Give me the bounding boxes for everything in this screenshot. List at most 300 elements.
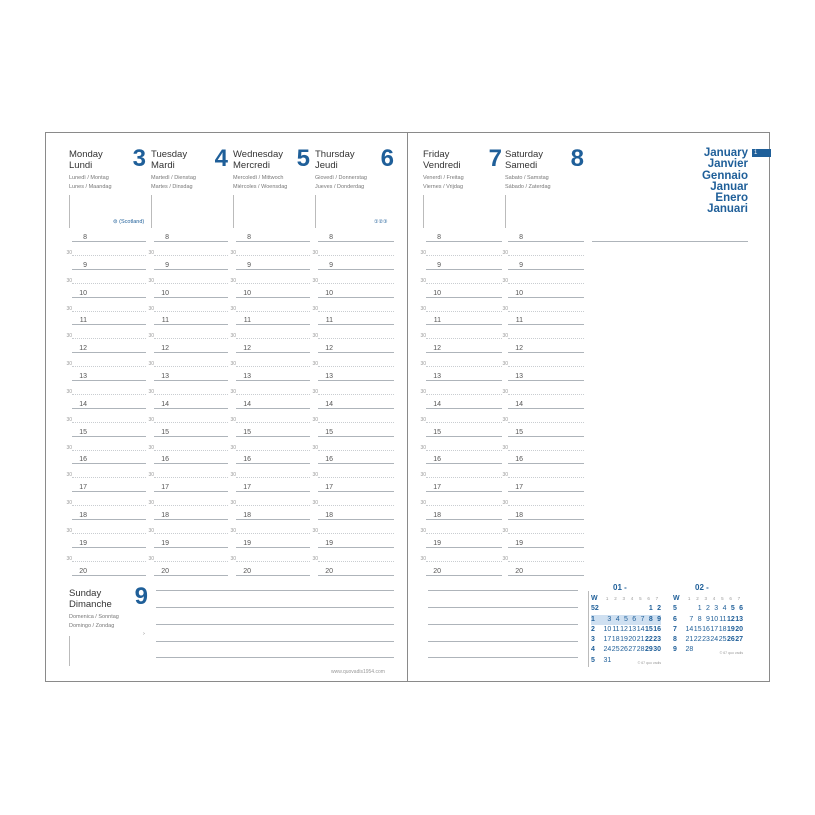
hour-line[interactable]	[236, 463, 310, 464]
hour-label: 15	[243, 428, 251, 436]
hour-label: 10	[161, 289, 169, 297]
mini-calendar-day[interactable]: 26	[620, 646, 628, 654]
hour-line[interactable]	[318, 491, 394, 492]
hour-line[interactable]	[426, 491, 502, 492]
half-hour-label: 30	[312, 361, 318, 368]
hour-line[interactable]	[426, 241, 502, 242]
half-hour-line[interactable]	[318, 283, 394, 284]
half-hour-label: 30	[420, 472, 426, 479]
mini-calendar-day[interactable]: 23	[653, 636, 662, 644]
mini-calendar-day[interactable]: 24	[603, 646, 612, 654]
mini-calendar-day[interactable]: 28	[636, 646, 645, 654]
mini-calendar-day[interactable]	[603, 604, 611, 614]
half-hour-line[interactable]	[318, 450, 394, 451]
half-hour-line[interactable]	[508, 505, 584, 506]
hour-line[interactable]	[236, 297, 310, 298]
half-hour-line[interactable]	[508, 338, 584, 339]
hour-line[interactable]	[508, 436, 584, 437]
mini-calendar-day[interactable]: 16	[653, 625, 662, 633]
mini-calendar-day[interactable]: 22	[693, 636, 702, 644]
mini-calendar-day[interactable]: 9	[705, 615, 710, 623]
half-hour-label: 30	[230, 444, 236, 451]
half-hour-line[interactable]	[426, 561, 502, 562]
half-hour-line[interactable]	[426, 533, 502, 534]
half-hour-line[interactable]	[72, 394, 146, 395]
half-hour-line[interactable]	[154, 311, 228, 312]
sunday-line[interactable]	[156, 624, 394, 625]
hour-line[interactable]	[318, 352, 394, 353]
half-hour-line[interactable]	[508, 394, 584, 395]
mini-calendar-day[interactable]	[685, 604, 693, 614]
mini-calendar-day[interactable]: 6	[632, 615, 637, 623]
mini-calendar-week[interactable]	[591, 635, 661, 645]
hour-line[interactable]	[236, 241, 310, 242]
notes-line[interactable]	[428, 607, 578, 608]
mini-calendar-day[interactable]	[693, 645, 701, 655]
hour-line[interactable]	[318, 269, 394, 270]
half-hour-line[interactable]	[72, 505, 146, 506]
mini-calendar-day[interactable]: 10	[603, 625, 612, 633]
half-hour-label: 30	[230, 333, 236, 340]
month-name: Januar	[710, 180, 748, 193]
day-translations	[315, 174, 367, 192]
hour-line[interactable]	[318, 436, 394, 437]
holiday-note	[113, 219, 144, 225]
hour-line[interactable]	[236, 547, 310, 548]
day-name-en: Saturday	[505, 149, 544, 160]
notes-line[interactable]	[428, 657, 578, 658]
hour-line[interactable]	[426, 269, 502, 270]
hour-line[interactable]	[318, 408, 394, 409]
half-hour-line[interactable]	[426, 255, 502, 256]
mini-calendar-day[interactable]: 24	[710, 636, 719, 644]
hour-line[interactable]	[508, 408, 584, 409]
hour-label: 11	[79, 317, 87, 325]
mini-calendar-day[interactable]	[611, 604, 619, 614]
mini-calendar-day[interactable]: 11	[719, 615, 727, 623]
half-hour-line[interactable]	[154, 366, 228, 367]
hour-label: 19	[79, 539, 87, 547]
hour-line[interactable]	[154, 380, 228, 381]
half-hour-line[interactable]	[426, 505, 502, 506]
hour-line[interactable]	[508, 297, 584, 298]
half-hour-line[interactable]	[154, 561, 228, 562]
half-hour-line[interactable]	[236, 338, 310, 339]
hour-line[interactable]	[72, 297, 146, 298]
half-hour-line[interactable]	[72, 450, 146, 451]
mini-calendar-day[interactable]: 3	[714, 605, 719, 613]
hour-line[interactable]	[426, 352, 502, 353]
day-number: 3	[132, 145, 146, 172]
mini-calendar-day[interactable]: 27	[735, 636, 744, 644]
hour-line[interactable]	[236, 380, 310, 381]
hour-line[interactable]	[154, 463, 228, 464]
hour-label: 17	[515, 484, 523, 492]
mini-calendar-day[interactable]: 17	[603, 636, 612, 644]
hour-label: 13	[79, 373, 87, 380]
half-hour-line[interactable]	[72, 338, 146, 339]
half-hour-line[interactable]	[154, 450, 228, 451]
hour-line[interactable]	[426, 463, 502, 464]
hour-line[interactable]	[508, 491, 584, 492]
half-hour-line[interactable]	[426, 394, 502, 395]
hour-line[interactable]	[236, 408, 310, 409]
half-hour-line[interactable]	[154, 422, 228, 423]
half-hour-line[interactable]	[318, 311, 394, 312]
hour-line[interactable]	[72, 436, 146, 437]
hour-line[interactable]	[72, 269, 146, 270]
hour-line[interactable]	[72, 463, 146, 464]
hour-label: 8	[437, 234, 441, 241]
week-number: 5	[673, 605, 677, 613]
half-hour-line[interactable]	[154, 394, 228, 395]
sunday-line[interactable]	[156, 641, 394, 642]
mini-calendar-day[interactable]: 18	[611, 636, 620, 644]
mini-calendar-day[interactable]: 17	[710, 625, 719, 633]
mini-calendar-day[interactable]: 10	[710, 615, 719, 623]
mini-calendar-day[interactable]: 20	[735, 625, 744, 633]
half-hour-label: 30	[230, 305, 236, 312]
mini-calendar-day[interactable]: 4	[615, 615, 620, 623]
half-hour-line[interactable]	[508, 366, 584, 367]
left-page	[45, 132, 408, 682]
day-name-en: Tuesday	[151, 149, 188, 160]
mini-calendar-day[interactable]: 26	[726, 636, 735, 644]
sunday-line[interactable]	[156, 657, 394, 658]
half-hour-line[interactable]	[236, 450, 310, 451]
mini-calendar-day[interactable]: 7	[640, 615, 645, 623]
month-tab[interactable]: 1	[752, 149, 771, 157]
half-hour-line[interactable]	[318, 255, 394, 256]
notes-line[interactable]	[428, 624, 578, 625]
hour-line[interactable]	[236, 491, 310, 492]
hour-line[interactable]	[72, 241, 146, 242]
hour-line[interactable]	[154, 436, 228, 437]
mini-calendar-week[interactable]	[673, 604, 743, 614]
mini-calendar-week[interactable]	[591, 604, 661, 614]
hour-line[interactable]	[154, 575, 228, 576]
hour-line[interactable]	[426, 297, 502, 298]
mini-calendar-day[interactable]: 15	[644, 625, 653, 633]
flag-icon: ⊜	[113, 219, 120, 225]
hour-line[interactable]	[236, 324, 310, 325]
mini-calendar-day[interactable]: 25	[611, 646, 620, 654]
mini-calendar-day[interactable]	[620, 656, 628, 666]
hour-line[interactable]	[154, 491, 228, 492]
hour-line[interactable]	[154, 241, 228, 242]
mini-calendar-week[interactable]	[591, 625, 661, 635]
half-hour-label: 30	[502, 444, 508, 451]
hour-line[interactable]	[72, 519, 146, 520]
half-hour-label: 30	[148, 500, 154, 507]
mini-calendar-day[interactable]	[628, 656, 636, 666]
hour-label: 15	[433, 428, 441, 436]
hour-line[interactable]	[72, 408, 146, 409]
half-hour-line[interactable]	[508, 311, 584, 312]
hour-line[interactable]	[318, 380, 394, 381]
hour-label: 17	[243, 484, 251, 492]
mini-calendar-day[interactable]: 29	[644, 646, 653, 654]
half-hour-line[interactable]	[236, 422, 310, 423]
mini-calendar-day[interactable]	[710, 645, 718, 655]
half-hour-line[interactable]	[426, 450, 502, 451]
hour-line[interactable]	[72, 324, 146, 325]
half-hour-line[interactable]	[508, 533, 584, 534]
month-notes-line[interactable]	[592, 241, 748, 242]
weekday-marker: 7	[737, 596, 741, 601]
hour-line[interactable]	[426, 380, 502, 381]
mini-calendar-day[interactable]: 21	[636, 636, 645, 644]
hour-line[interactable]	[426, 408, 502, 409]
half-hour-label: 30	[312, 305, 318, 312]
half-hour-line[interactable]	[508, 561, 584, 562]
half-hour-line[interactable]	[154, 533, 228, 534]
mini-calendar-day[interactable]: 13	[628, 625, 637, 633]
hour-line[interactable]	[508, 324, 584, 325]
half-hour-line[interactable]	[318, 366, 394, 367]
hour-line[interactable]	[72, 352, 146, 353]
hour-line[interactable]	[508, 352, 584, 353]
half-hour-line[interactable]	[72, 561, 146, 562]
mini-calendar-day[interactable]: 1	[648, 605, 653, 613]
day-name	[315, 150, 355, 171]
mini-calendar-day[interactable]: 27	[628, 646, 637, 654]
mini-calendar-day[interactable]: 2	[705, 605, 710, 613]
hour-line[interactable]	[154, 408, 228, 409]
half-hour-line[interactable]	[236, 366, 310, 367]
half-hour-label: 30	[420, 333, 426, 340]
mini-calendar-day[interactable]: 22	[644, 636, 653, 644]
hour-line[interactable]	[236, 575, 310, 576]
mini-calendar-day[interactable]: 9	[657, 615, 662, 623]
half-hour-line[interactable]	[236, 255, 310, 256]
mini-calendar-day[interactable]: 14	[685, 625, 694, 633]
mini-calendar-day[interactable]: 8	[648, 615, 653, 623]
hour-line[interactable]	[72, 547, 146, 548]
half-hour-line[interactable]	[426, 311, 502, 312]
hour-line[interactable]	[318, 297, 394, 298]
half-hour-line[interactable]	[318, 338, 394, 339]
half-hour-line[interactable]	[318, 505, 394, 506]
half-hour-line[interactable]	[318, 533, 394, 534]
half-hour-label: 30	[66, 444, 72, 451]
half-hour-line[interactable]	[72, 477, 146, 478]
hour-line[interactable]	[426, 547, 502, 548]
mini-calendar-day[interactable]	[611, 656, 619, 666]
half-hour-line[interactable]	[236, 394, 310, 395]
mini-calendar-day[interactable]: 8	[697, 615, 702, 623]
mini-calendar-day[interactable]: 2	[657, 605, 662, 613]
hour-line[interactable]	[318, 324, 394, 325]
notes-line[interactable]	[428, 641, 578, 642]
mini-calendar-day[interactable]: 11	[612, 625, 620, 633]
half-hour-line[interactable]	[154, 255, 228, 256]
hour-line[interactable]	[154, 269, 228, 270]
hour-line[interactable]	[426, 575, 502, 576]
mini-calendar-week[interactable]	[591, 615, 661, 625]
day-number: 5	[296, 145, 310, 172]
hour-line[interactable]	[72, 491, 146, 492]
mini-calendar-day[interactable]: 13	[735, 615, 744, 623]
half-hour-line[interactable]	[72, 255, 146, 256]
half-hour-line[interactable]	[236, 505, 310, 506]
mini-calendar-day[interactable]: 25	[718, 636, 727, 644]
day-number: 6	[380, 145, 394, 172]
half-hour-line[interactable]	[236, 311, 310, 312]
hour-label: 9	[329, 261, 333, 269]
mini-calendar-day[interactable]: 19	[620, 636, 628, 644]
half-hour-line[interactable]	[318, 422, 394, 423]
mini-calendar-day[interactable]: 1	[697, 605, 702, 613]
hour-line[interactable]	[318, 519, 394, 520]
mini-calendar-day[interactable]: 23	[702, 636, 710, 644]
hour-label: 16	[243, 456, 251, 464]
hour-line[interactable]	[154, 324, 228, 325]
mini-calendar-week[interactable]	[591, 645, 661, 655]
hour-line[interactable]	[318, 547, 394, 548]
half-hour-line[interactable]	[508, 477, 584, 478]
week-number: 9	[673, 646, 677, 654]
mini-calendar-day[interactable]: 19	[726, 625, 735, 633]
sunday-translations	[69, 613, 119, 631]
hour-line[interactable]	[508, 519, 584, 520]
mini-calendar-day[interactable]: 18	[718, 625, 727, 633]
half-hour-line[interactable]	[154, 283, 228, 284]
half-hour-line[interactable]	[508, 283, 584, 284]
half-hour-line[interactable]	[236, 283, 310, 284]
half-hour-line[interactable]	[236, 533, 310, 534]
hour-line[interactable]	[236, 519, 310, 520]
half-hour-line[interactable]	[72, 283, 146, 284]
hour-line[interactable]	[154, 352, 228, 353]
mini-calendar-day[interactable]: 20	[628, 636, 637, 644]
half-hour-label: 30	[148, 361, 154, 368]
half-hour-line[interactable]	[508, 450, 584, 451]
hour-label: 16	[79, 456, 87, 464]
mini-calendar-day[interactable]: 31	[603, 656, 612, 664]
mini-calendar-day[interactable]	[628, 604, 636, 614]
translation-line: Jueves / Donderdag	[315, 184, 365, 190]
mini-calendar-day[interactable]: 4	[722, 605, 727, 613]
half-hour-line[interactable]	[72, 422, 146, 423]
half-hour-label: 30	[420, 249, 426, 256]
notes-line[interactable]	[428, 590, 578, 591]
mini-calendar-week[interactable]	[673, 625, 743, 635]
hour-label: 13	[243, 373, 251, 380]
mini-calendar-day[interactable]: 21	[685, 636, 694, 644]
hour-line[interactable]	[236, 436, 310, 437]
hour-label: 10	[79, 289, 87, 297]
mini-calendar-day[interactable]: 12	[620, 625, 628, 633]
note-divider	[505, 195, 506, 228]
hour-line[interactable]	[508, 269, 584, 270]
mini-calendar-day[interactable]: 15	[693, 625, 702, 633]
mini-calendar-day[interactable]: 16	[702, 625, 710, 633]
hour-line[interactable]	[154, 519, 228, 520]
half-hour-line[interactable]	[154, 505, 228, 506]
hour-line[interactable]	[72, 575, 146, 576]
day-name-fr: Mercredi	[233, 159, 270, 171]
hour-line[interactable]	[508, 575, 584, 576]
hour-line[interactable]	[154, 547, 228, 548]
mini-calendar-week[interactable]	[673, 635, 743, 645]
half-hour-line[interactable]	[318, 394, 394, 395]
half-hour-line[interactable]	[508, 422, 584, 423]
mini-calendar-day[interactable]: 14	[636, 625, 645, 633]
mini-calendar-day[interactable]: 3	[607, 615, 612, 623]
weekday-marker: 5	[639, 596, 642, 601]
hour-line[interactable]	[426, 324, 502, 325]
mini-calendar-day[interactable]	[620, 604, 628, 614]
mini-calendar-week[interactable]	[673, 615, 743, 625]
half-hour-line[interactable]	[72, 533, 146, 534]
hour-label: 19	[515, 539, 523, 547]
half-hour-line[interactable]	[426, 366, 502, 367]
half-hour-line[interactable]	[426, 477, 502, 478]
half-hour-line[interactable]	[72, 366, 146, 367]
translation-line: Lunes / Maandag	[69, 184, 112, 190]
hour-line[interactable]	[154, 297, 228, 298]
hour-label: 20	[243, 567, 251, 575]
sunday-line[interactable]	[156, 590, 394, 591]
hour-line[interactable]	[508, 380, 584, 381]
hour-label: 11	[515, 317, 523, 325]
calendar-divider	[588, 591, 589, 667]
hour-line[interactable]	[426, 519, 502, 520]
sunday-name-fr: Dimanche	[69, 598, 112, 610]
hour-line[interactable]	[508, 463, 584, 464]
sunday-line[interactable]	[156, 607, 394, 608]
mini-calendar-day[interactable]: 5	[730, 605, 735, 613]
half-hour-line[interactable]	[318, 561, 394, 562]
hour-line[interactable]	[508, 241, 584, 242]
day-name	[151, 150, 187, 171]
half-hour-label: 30	[148, 472, 154, 479]
half-hour-line[interactable]	[426, 422, 502, 423]
translation-line: Domenica / Sonntag	[69, 614, 119, 620]
week-number: 7	[673, 625, 677, 633]
half-hour-line[interactable]	[508, 255, 584, 256]
mini-calendar-day[interactable]: 6	[739, 605, 744, 613]
half-hour-line[interactable]	[154, 338, 228, 339]
hour-line[interactable]	[318, 575, 394, 576]
half-hour-line[interactable]	[236, 477, 310, 478]
half-hour-line[interactable]	[236, 561, 310, 562]
mini-calendar-day[interactable]: 28	[685, 646, 694, 654]
hour-line[interactable]	[236, 352, 310, 353]
month-name: Gennaio	[701, 169, 748, 182]
hour-line[interactable]	[318, 241, 394, 242]
mini-calendar-day[interactable]	[702, 645, 710, 655]
half-hour-line[interactable]	[318, 477, 394, 478]
hour-line[interactable]	[508, 547, 584, 548]
half-hour-line[interactable]	[154, 477, 228, 478]
hour-label: 18	[515, 512, 523, 519]
hour-line[interactable]	[236, 269, 310, 270]
mini-calendar-day[interactable]: 5	[623, 615, 628, 623]
hour-line[interactable]	[318, 463, 394, 464]
half-hour-line[interactable]	[426, 283, 502, 284]
mini-calendar-day[interactable]: 7	[689, 615, 694, 623]
day-name	[505, 150, 543, 171]
half-hour-line[interactable]	[426, 338, 502, 339]
hour-line[interactable]	[72, 380, 146, 381]
mini-calendar-day[interactable]: 12	[726, 615, 735, 623]
hour-line[interactable]	[426, 436, 502, 437]
half-hour-line[interactable]	[72, 311, 146, 312]
mini-calendar-day[interactable]: 30	[653, 646, 662, 654]
mini-calendar-day[interactable]	[636, 604, 644, 614]
